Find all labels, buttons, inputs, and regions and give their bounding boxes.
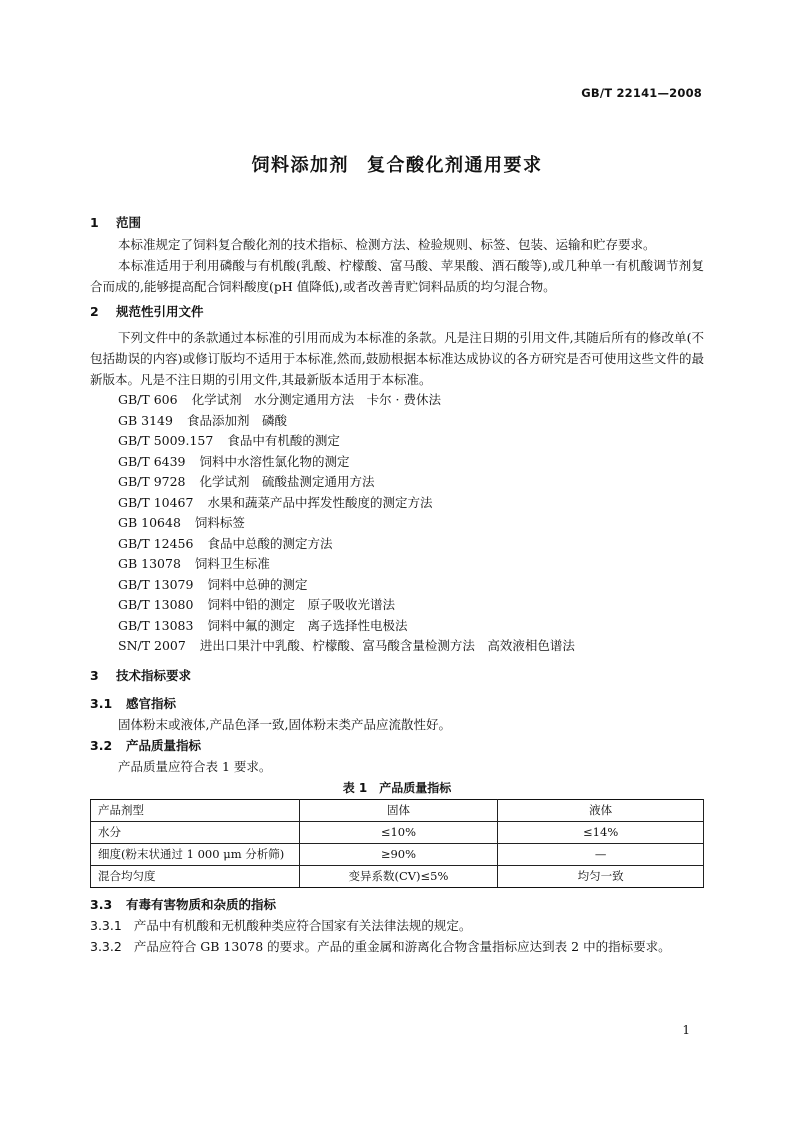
reference-code: GB/T 9728 [118, 474, 186, 489]
clause-number: 3.3.1 [90, 917, 122, 933]
clause-3-3-2 [90, 936, 704, 957]
reference-title: 食品中有机酸的测定 [227, 433, 340, 448]
subsection-number: 3.1 [90, 695, 113, 711]
reference-title: 饲料卫生标准 [194, 556, 270, 571]
clause-text: 产品应符合 GB 13078 的要求。产品的重金属和游离化合物含量指标应达到表 2 中的指标要求。 [133, 938, 671, 954]
reference-item [90, 636, 704, 657]
table-cell: 均匀一致 [498, 865, 704, 887]
table-cell: 变异系数(CV)≤5% [299, 865, 498, 887]
reference-code: GB 13078 [118, 556, 181, 571]
paragraph: 下列文件中的条款通过本标准的引用而成为本标准的条款。凡是注日期的引用文件,其随后所有的修改单(不包括勘误的内容)或修订版均不适用于本标准,然而,鼓励根据本标准达成协议的各方研究是否可使用这些文件的最新版本。凡是不注日期的引用文件,其最新版本适用于本标准。 [90, 330, 704, 387]
reference-title: 水果和蔬菜产品中挥发性酸度的测定方法 [207, 494, 433, 510]
paragraph: 本标准适用于利用磷酸与有机酸(乳酸、柠檬酸、富马酸、苹果酸、酒石酸等),或几种单一有机酸调节剂复合而成的,能够提高配合饲料酸度(pH 值降低),或者改善青贮饲料品质的均匀混合物。 [90, 258, 704, 294]
table-row [91, 865, 704, 887]
reference-code: GB/T 13079 [118, 576, 194, 592]
reference-code: GB 10648 [118, 515, 181, 530]
paragraph: 产品质量应符合表 1 要求。 [118, 758, 272, 774]
reference-title: 化学试剂 水分测定通用方法 卡尔 · 费休法 [191, 392, 441, 407]
section-number: 3 [90, 667, 99, 683]
reference-title: 饲料中氟的测定 离子选择性电极法 [207, 617, 408, 633]
clause-3-3-1 [90, 915, 704, 936]
table-row [91, 843, 704, 865]
table-cell: 细度(粉末状通过 1 000 μm 分析筛) [91, 843, 300, 865]
reference-code: GB/T 6439 [118, 453, 186, 469]
subsection-3-1-heading [90, 693, 704, 714]
subsection-title: 有毒有害物质和杂质的指标 [126, 896, 277, 912]
subsection-3-3-heading [90, 894, 704, 915]
section-title: 技术指标要求 [116, 667, 192, 683]
reference-code: GB/T 12456 [118, 535, 194, 551]
section-1-heading [90, 212, 704, 234]
reference-title: 饲料中总砷的测定 [207, 576, 308, 592]
subsection-title: 感官指标 [126, 695, 177, 711]
clause-text: 产品中有机酸和无机酸种类应符合国家有关法律法规的规定。 [133, 917, 472, 933]
reference-item [90, 411, 704, 432]
section-title: 规范性引用文件 [116, 304, 204, 319]
section-number: 1 [90, 215, 99, 230]
reference-list [90, 390, 704, 657]
table-cell: ≤10% [299, 821, 498, 843]
reference-code: GB/T 13083 [118, 617, 194, 633]
reference-item [90, 390, 704, 411]
reference-title: 化学试剂 硫酸盐测定通用方法 [199, 474, 375, 489]
reference-item [90, 472, 704, 493]
reference-item [90, 616, 704, 637]
reference-code: GB 3149 [118, 412, 173, 428]
table-cell: — [498, 843, 704, 865]
subsection-number: 3.2 [90, 737, 113, 753]
subsection-title: 产品质量指标 [126, 737, 202, 753]
table-header-row [91, 799, 704, 821]
reference-item [90, 595, 704, 616]
reference-title: 饲料中铅的测定 原子吸收光谱法 [207, 597, 395, 612]
product-quality-table [90, 799, 704, 888]
reference-item [90, 554, 704, 575]
reference-title: 食品中总酸的测定方法 [207, 535, 333, 551]
reference-item [90, 534, 704, 555]
reference-title: 饲料标签 [194, 515, 245, 530]
paragraph: 本标准规定了饲料复合酸化剂的技术指标、检测方法、检验规则、标签、包装、运输和贮存要求。 [118, 237, 656, 252]
clause-number: 3.3.2 [90, 938, 122, 954]
section-number: 2 [90, 304, 99, 319]
reference-item [90, 575, 704, 596]
section-3-heading [90, 665, 704, 687]
reference-item [90, 493, 704, 514]
reference-code: SN/T 2007 [118, 638, 186, 653]
subsection-3-2-heading [90, 735, 704, 756]
title-part-1: 饲料添加剂 [251, 155, 349, 176]
section-2-heading [90, 301, 704, 323]
document-title [0, 151, 794, 177]
reference-item [90, 431, 704, 452]
reference-title: 饲料中水溶性氯化物的测定 [199, 453, 350, 469]
reference-item [90, 513, 704, 534]
reference-code: GB/T 13080 [118, 597, 194, 612]
table-1-caption: 表 1 产品质量指标 [342, 780, 452, 795]
reference-title: 进出口果汁中乳酸、柠檬酸、富马酸含量检测方法 高效液相色谱法 [199, 638, 575, 653]
table-cell: ≤14% [498, 821, 704, 843]
standard-code: GB/T 22141—2008 [581, 86, 702, 100]
paragraph: 固体粉末或液体,产品色泽一致,固体粉末类产品应流散性好。 [118, 716, 451, 732]
subsection-number: 3.3 [90, 896, 113, 912]
table-cell: ≥90% [299, 843, 498, 865]
title-part-2: 复合酸化剂通用要求 [367, 155, 543, 176]
section-title: 范围 [116, 215, 142, 230]
reference-item [90, 452, 704, 473]
table-row [91, 821, 704, 843]
reference-code: GB/T 606 [118, 392, 178, 407]
reference-code: GB/T 10467 [118, 494, 194, 510]
document-body [90, 212, 704, 957]
page-number: 1 [682, 1023, 690, 1037]
table-cell: 混合均匀度 [91, 865, 300, 887]
table-header-cell: 固体 [299, 799, 498, 821]
table-header-cell: 液体 [498, 799, 704, 821]
reference-code: GB/T 5009.157 [118, 433, 214, 448]
reference-title: 食品添加剂 磷酸 [186, 412, 287, 428]
table-header-cell: 产品剂型 [91, 799, 300, 821]
table-cell: 水分 [91, 821, 300, 843]
